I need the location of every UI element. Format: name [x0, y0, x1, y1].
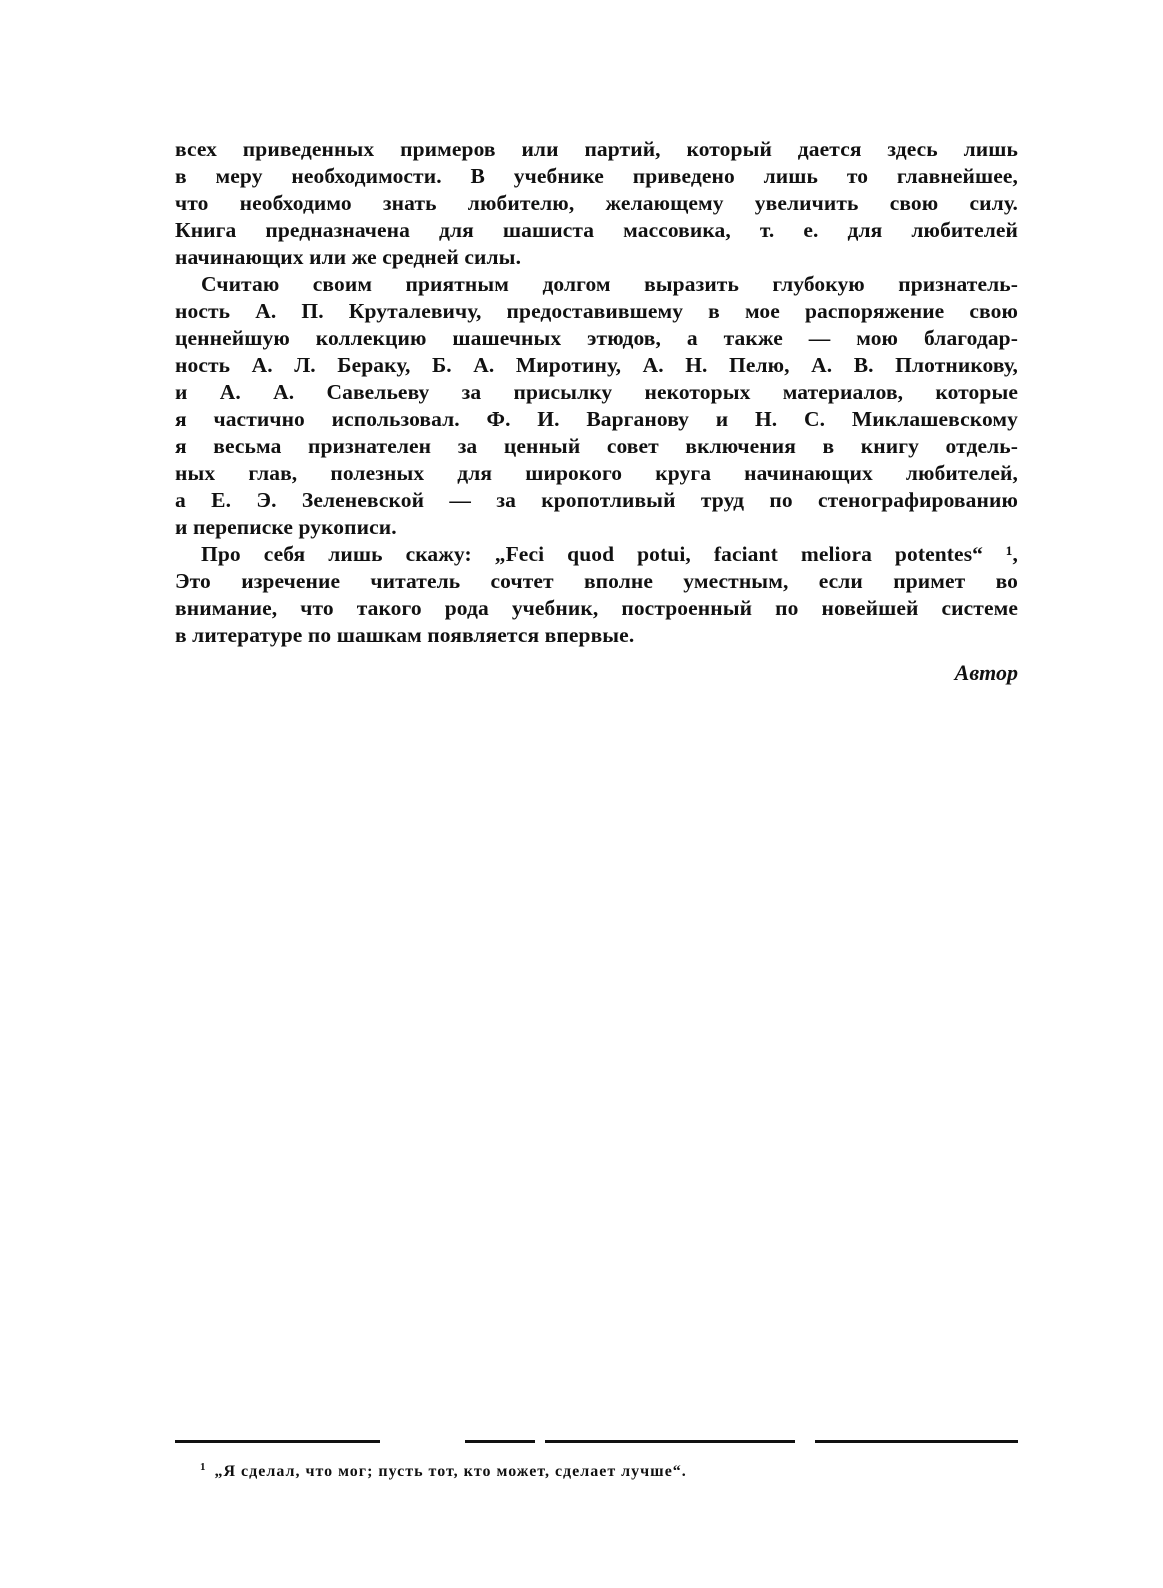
text-line: ценнейшую коллекцию шашечных этюдов, а также — мою благодар-: [175, 326, 1018, 350]
text-line: в меру необходимости. В учебнике приведено лишь то главнейшее,: [175, 164, 1018, 188]
author-signature: Автор: [954, 660, 1018, 685]
page-body: [175, 136, 1018, 687]
text-line: внимание, что такого рода учебник, построенный по новейшей системе: [175, 596, 1018, 620]
text-line: ность А. П. Круталевичу, предоставившему в мое распоряжение свою: [175, 299, 1018, 323]
footnote-text: „Я сделал, что мог; пусть тот, кто может, сделает лучше“.: [214, 1463, 687, 1480]
text-line: и А. А. Савельеву за присылку некоторых материалов, которые: [175, 380, 1018, 404]
text-line: начинающих или же средней силы.: [175, 245, 522, 269]
text-line: ность А. Л. Бераку, Б. А. Миротину, А. Н. Пелю, А. В. Плотникову,: [175, 353, 1018, 377]
text-line: всех приведенных примеров или партий, который дается здесь лишь: [175, 137, 1018, 161]
footnote-marker: 1: [200, 1461, 207, 1473]
text-line: я весьма признателен за ценный совет включения в книгу отдель-: [175, 434, 1018, 458]
text-line: ных глав, полезных для широкого круга начинающих любителей,: [175, 461, 1018, 485]
text-line: я частично использовал. Ф. И. Варганову и Н. С. Миклашевскому: [175, 407, 1018, 431]
footnote-divider: [175, 1440, 1018, 1443]
text-line: Про себя лишь скажу: „Feci quod potui, faciant meliora potentes“ ¹,: [201, 542, 1018, 566]
text-line: и переписке рукописи.: [175, 515, 397, 539]
text-line: Считаю своим приятным долгом выразить глубокую признатель-: [201, 272, 1018, 296]
footnote: [200, 1456, 687, 1483]
text-line: а Е. Э. Зеленевской — за кропотливый труд по стенографированию: [175, 488, 1018, 512]
text-line: Книга предназначена для шашиста массовика, т. е. для любителей: [175, 218, 1018, 242]
text-line: что необходимо знать любителю, желающему увеличить свою силу.: [175, 191, 1018, 215]
text-line: Это изречение читатель сочтет вполне уместным, если примет во: [175, 569, 1018, 593]
text-line: в литературе по шашкам появляется впервые.: [175, 623, 635, 647]
